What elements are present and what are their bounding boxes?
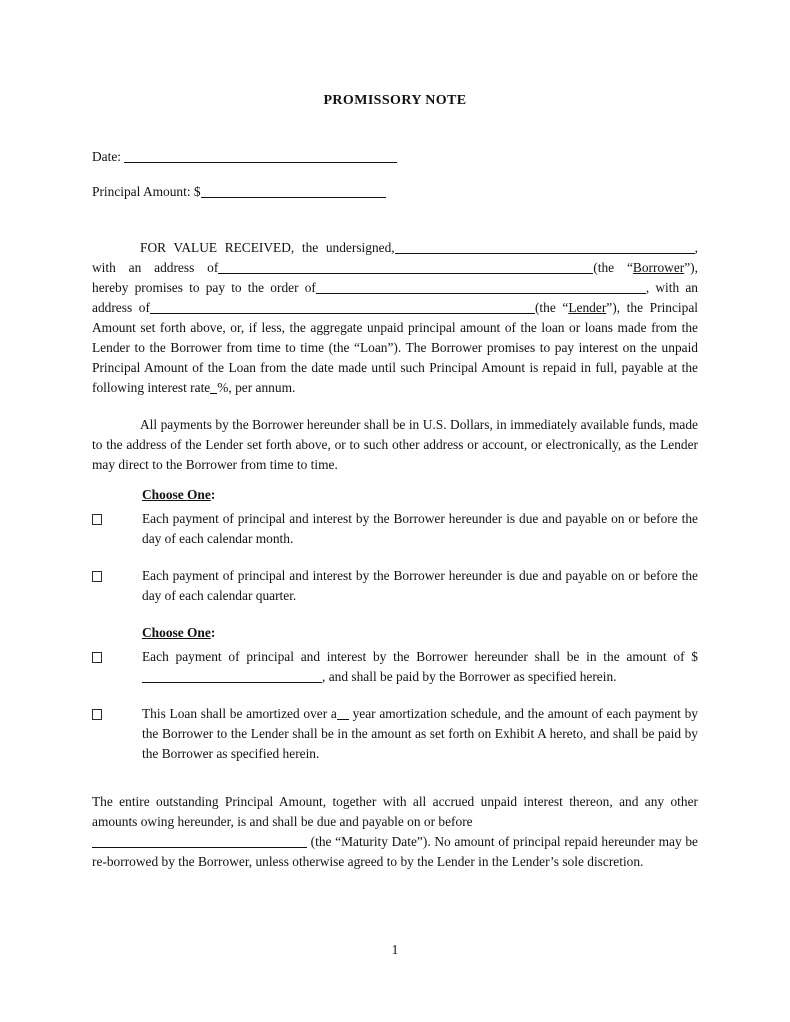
choose-one-label: Choose One bbox=[142, 625, 211, 640]
option-text bbox=[142, 509, 698, 549]
checkbox-icon[interactable] bbox=[92, 652, 102, 663]
text-run: FOR VALUE RECEIVED, the undersigned, bbox=[140, 240, 395, 255]
principal-amount-blank[interactable] bbox=[201, 183, 386, 198]
payment-amount-blank[interactable] bbox=[142, 668, 322, 683]
text-run: : bbox=[210, 625, 216, 640]
text-run: Lender bbox=[568, 300, 607, 315]
text-run: All payments by the Borrower hereunder shall be in U.S. Dollars, in immediately available funds, made to the address of the Lender set forth above, or to such other address or account, or electronically, as the Lender may direct to the Borrower from time to time. bbox=[92, 417, 698, 472]
page-number: 1 bbox=[391, 942, 399, 957]
option-quarterly-payment bbox=[92, 566, 698, 606]
text-run: Each payment of principal and interest by the Borrower hereunder is due and payable on or before the day of each calendar quarter. bbox=[142, 568, 698, 603]
text-run: (the “ bbox=[534, 300, 569, 315]
text-run: Borrower bbox=[632, 260, 685, 275]
date-field-row bbox=[92, 147, 698, 167]
borrower-address-blank[interactable] bbox=[218, 259, 593, 274]
text-run: year amortization schedule, and the amount of each payment by the Borrower to the Lender shall be in the amount as set forth on Exhibit A hereto, and shall be paid by the Borrower as specified herein. bbox=[142, 706, 698, 761]
checkbox-icon[interactable] bbox=[92, 571, 102, 582]
checkbox-cell bbox=[92, 704, 142, 764]
text-run: %, per annum. bbox=[217, 380, 296, 395]
principal-amount-label: Principal Amount: $ bbox=[92, 184, 201, 199]
text-run: , with an address of bbox=[92, 240, 698, 275]
option-text bbox=[142, 704, 698, 764]
paragraph-payments bbox=[92, 415, 698, 475]
text-run: Each payment of principal and interest by the Borrower hereunder is due and payable on or before the day of each calendar month. bbox=[142, 511, 698, 546]
option-monthly-payment bbox=[92, 509, 698, 549]
option-amortized bbox=[92, 704, 698, 764]
checkbox-icon[interactable] bbox=[92, 709, 102, 720]
choose-one-heading-1 bbox=[142, 485, 698, 505]
date-label: Date: bbox=[92, 149, 125, 164]
text-run: The entire outstanding Principal Amount, together with all accrued unpaid interest thereon, and any other amounts owing hereunder, is and shall be due and payable on or before bbox=[92, 794, 698, 829]
maturity-date-blank[interactable] bbox=[92, 833, 307, 848]
text-run: , with an address of bbox=[92, 280, 698, 315]
text-run: , and shall be paid by the Borrower as specified herein. bbox=[322, 669, 617, 684]
text-run: (the “ bbox=[593, 260, 633, 275]
date-blank[interactable] bbox=[124, 148, 397, 163]
text-run: : bbox=[210, 487, 216, 502]
undersigned-name-blank[interactable] bbox=[395, 239, 695, 254]
option-fixed-amount bbox=[92, 647, 698, 687]
choose-one-heading-2 bbox=[142, 623, 698, 643]
text-run: Each payment of principal and interest by the Borrower hereunder shall be in the amount of $ bbox=[142, 649, 698, 664]
text-run: (the “Maturity Date”). No amount of principal repaid hereunder may be re-borrowed by the Borrower, unless otherwise agreed to by the Lender in the Lender’s sole discretion. bbox=[92, 834, 698, 869]
principal-field-row bbox=[92, 182, 698, 202]
option-text bbox=[142, 566, 698, 606]
text-run: This Loan shall be amortized over a bbox=[142, 706, 337, 721]
checkbox-cell bbox=[92, 509, 142, 549]
amortization-years-blank[interactable] bbox=[337, 705, 349, 720]
paragraph-maturity-date bbox=[92, 792, 698, 872]
payee-name-blank[interactable] bbox=[316, 279, 646, 294]
option-text bbox=[142, 647, 698, 687]
text-run: ”), hereby promises to pay to the order of bbox=[92, 260, 698, 295]
checkbox-icon[interactable] bbox=[92, 514, 102, 525]
lender-address-blank[interactable] bbox=[150, 299, 535, 314]
choose-one-label: Choose One bbox=[142, 487, 211, 502]
document-title: PROMISSORY NOTE bbox=[323, 93, 467, 108]
text-run: ”), the Principal Amount set forth above, or, if less, the aggregate unpaid principal amount of the loan or loans made from the Lender to the Borrower from time to time (the “Loan”). The Borrower promises to pay interest on the unpaid Principal Amount of the Loan from the date made until such Principal Amount is repaid in full, payable at the following interest rate bbox=[92, 300, 699, 395]
checkbox-cell bbox=[92, 566, 142, 606]
checkbox-cell bbox=[92, 647, 142, 687]
paragraph-for-value-received bbox=[92, 238, 698, 398]
